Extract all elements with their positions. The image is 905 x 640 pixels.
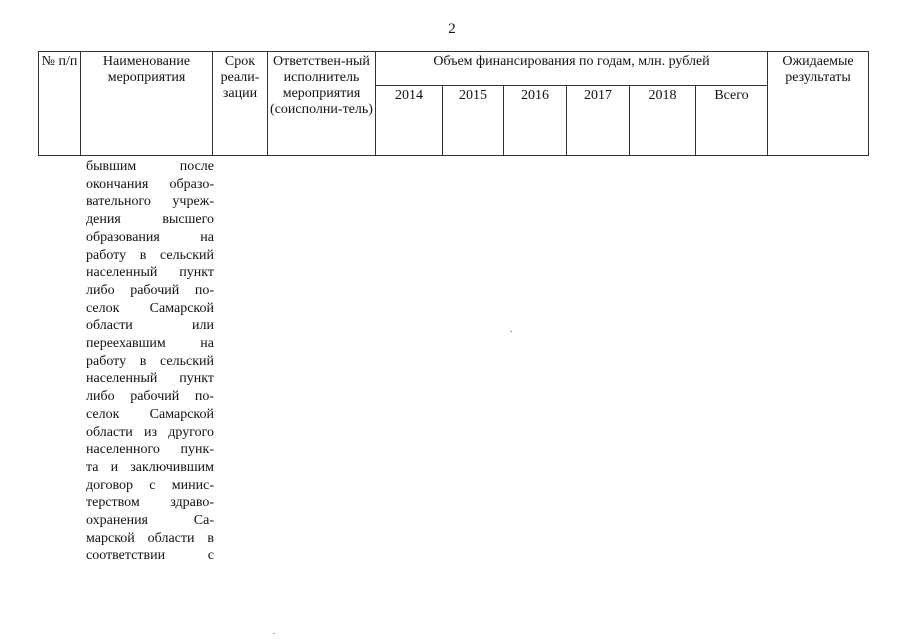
- text-line: селок Самарской: [86, 406, 214, 422]
- text-line: области из другого: [86, 424, 214, 440]
- text-line: образования на: [86, 229, 214, 245]
- text-line: договор с минис-: [86, 477, 214, 493]
- text-line: бывшим после: [86, 159, 214, 174]
- scan-speck: [510, 331, 512, 332]
- text-line: области или: [86, 318, 214, 334]
- text-line: соответствии с: [86, 548, 214, 564]
- text-line: населенный пункт: [86, 265, 214, 281]
- header-year-2018: 2018: [630, 86, 696, 156]
- header-year-2014: 2014: [376, 86, 443, 156]
- text-line: либо рабочий по-: [86, 282, 214, 298]
- header-results-column: Ожидаемые результаты: [768, 52, 869, 156]
- header-year-2016: 2016: [504, 86, 567, 156]
- text-line: марской области в: [86, 530, 214, 546]
- text-line: переехавшим на: [86, 336, 214, 352]
- header-name-column: Наименование мероприятия: [81, 52, 213, 156]
- text-line: охранения Са-: [86, 513, 214, 529]
- header-term-column: Срок реали-зации: [213, 52, 268, 156]
- text-line: окончания образо-: [86, 176, 214, 192]
- text-line: та и заключившим: [86, 459, 214, 475]
- text-line: населенный пункт: [86, 371, 214, 387]
- text-line: населенного пунк-: [86, 442, 214, 458]
- text-line: работу в сельский: [86, 247, 214, 263]
- header-number-column: № п/п: [39, 52, 81, 156]
- header-funding-column: Объем финансирования по годам, млн. рублей: [376, 52, 768, 86]
- text-line: селок Самарской: [86, 300, 214, 316]
- header-year-2017: 2017: [567, 86, 630, 156]
- text-line: терством здраво-: [86, 495, 214, 511]
- plan-table-header: [38, 51, 869, 156]
- text-line: работу в сельский: [86, 353, 214, 369]
- header-year-2015: 2015: [443, 86, 504, 156]
- text-line: либо рабочий по-: [86, 389, 214, 405]
- header-total: Всего: [696, 86, 768, 156]
- header-executor-column: Ответствен-ный исполнитель мероприятия (соисполни-тель): [268, 52, 376, 156]
- text-line: вательного учреж-: [86, 194, 214, 210]
- page-number: 2: [448, 21, 456, 37]
- text-line: дения высшего: [86, 212, 214, 228]
- activity-description: [86, 158, 214, 565]
- scan-speck: [273, 633, 275, 634]
